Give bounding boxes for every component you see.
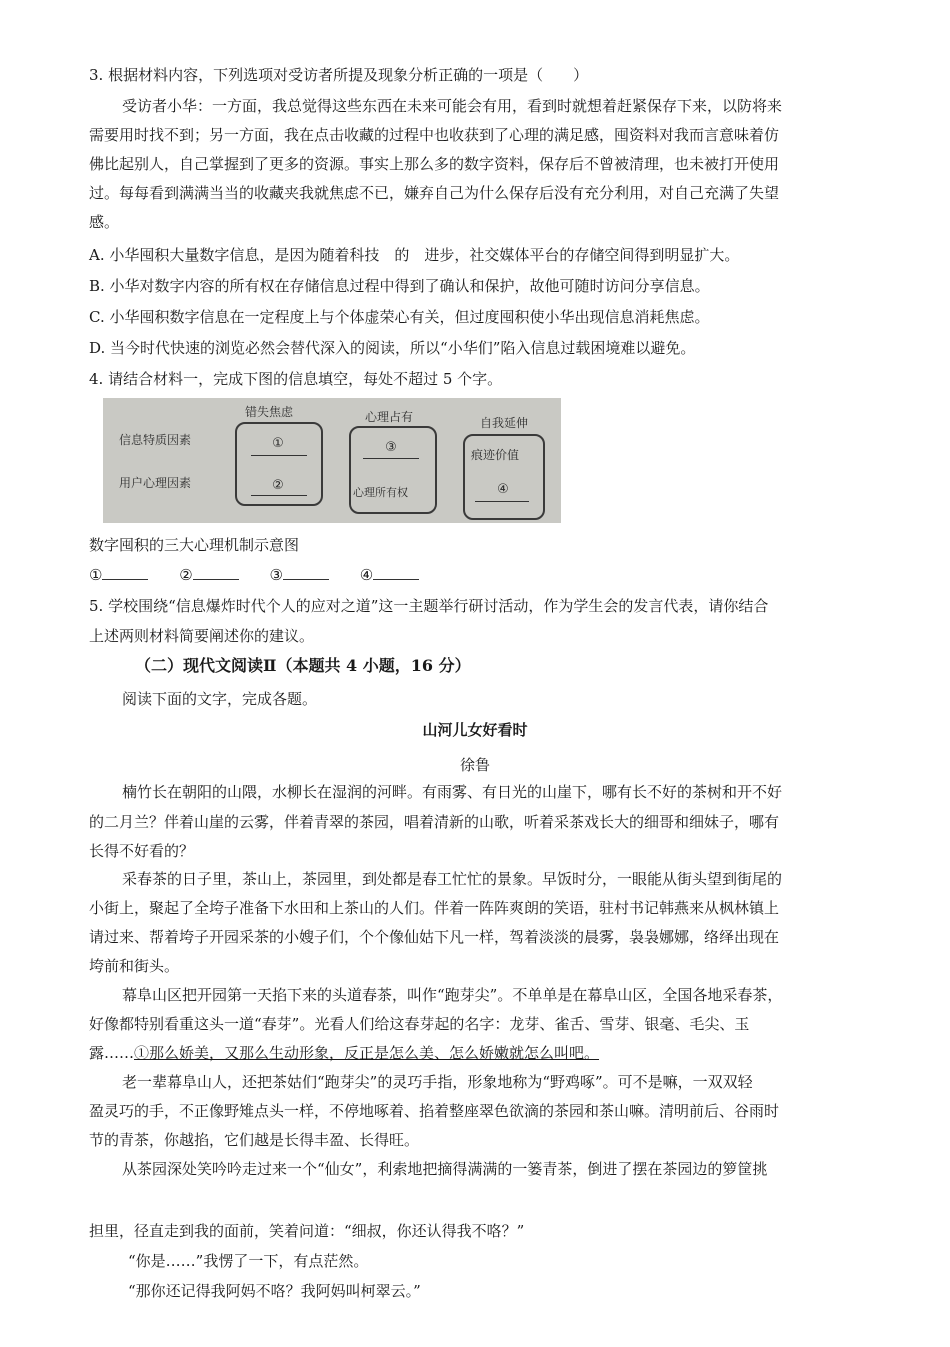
q5-line: 上述两则材料简要阐述你的建议。 <box>89 627 315 645</box>
blank-label: ③ <box>269 566 283 584</box>
article-line: 请过来、帮着垮子开园采茶的小嫂子们，个个像仙姑下凡一样，驾着淡淡的晨雾，袅袅娜娜，络绎出现在 <box>89 928 780 946</box>
q3-quote-line: 感。 <box>89 213 120 231</box>
q3-option-d: D. 当今时代快速的浏览必然会替代深入的阅读，所以“小华们”陷入信息过载困境难以避免。 <box>89 339 696 357</box>
article-line <box>89 1042 864 1064</box>
article-line: 盈灵巧的手，不正像野雉点头一样，不停地啄着、掐着整座翠色欲滴的茶园和茶山嘛。清明前后、谷雨时 <box>89 1102 780 1120</box>
col-header: 自我延伸 <box>480 416 529 430</box>
diagram-blank: ① <box>272 436 284 451</box>
q5-line: 5. 学校围绕“信息爆炸时代个人的应对之道”这一主题举行研讨活动，作为学生会的发言代表，请你结合 <box>89 597 769 615</box>
diagram-blank: ③ <box>385 440 397 455</box>
article-line: 老一辈幕阜山人，还把茶姑们“跑芽尖”的灵巧手指，形象地称为“野鸡啄”。可不是嘛，一双双轻 <box>122 1073 753 1091</box>
dialogue-line: “你是……”我愣了一下，有点茫然。 <box>128 1252 369 1270</box>
psych-mechanism-diagram <box>103 398 561 523</box>
q3-quote-line: 佛比起别人，自己掌握到了更多的资源。事实上那么多的数字资料，保存后不曾被清理，也未被打开使用 <box>89 155 780 173</box>
article-line: 采春茶的日子里，茶山上，茶园里，到处都是春工忙忙的景象。早饭时分，一眼能从街头望到街尾的 <box>122 870 783 888</box>
diagram-label: 痕迹价值 <box>471 448 520 462</box>
blank-label: ④ <box>359 566 374 584</box>
fill-line <box>363 458 419 459</box>
q3-quote-line: 受访者小华：一方面，我总觉得这些东西在未来可能会有用，看到时就想着赶紧保存下来，以防将来 <box>122 97 783 115</box>
article-line: 楠竹长在朝阳的山隈，水柳长在湿润的河畔。有雨雾、有日光的山崖下，哪有长不好的茶树和开不好 <box>122 783 783 801</box>
figure-caption: 数字囤积的三大心理机制示意图 <box>89 536 300 554</box>
fill-line <box>251 495 307 496</box>
answer-blank[interactable] <box>283 565 329 580</box>
answer-blank[interactable] <box>102 565 148 580</box>
article-title: 山河儿女好看时 <box>422 721 528 739</box>
article-line: 好像都特别看重这头一道“春芽”。光看人们给这春芽起的名字：龙芽、雀舌、雪芽、银毫、毛尖、玉 <box>89 1015 750 1033</box>
article-line: 的二月兰？伴着山崖的云雾，伴着青翠的茶园，唱着清新的山歌，听着采茶戏长大的细哥和细妹子，哪有 <box>89 813 780 831</box>
col-header: 心理占有 <box>365 410 414 424</box>
underlined-sentence-1: ①那么娇美，又那么生动形象，反正是怎么美、怎么娇嫩就怎么叫吧。 <box>134 1044 600 1062</box>
row-label: 用户心理因素 <box>119 476 192 490</box>
article-author: 徐鲁 <box>459 756 490 774</box>
answer-blank[interactable] <box>373 565 419 580</box>
article-line: 幕阜山区把开园第一天掐下来的头道春茶，叫作“跑芽尖”。不单单是在幕阜山区，全国各地采春茶， <box>122 986 783 1004</box>
diagram-blank: ④ <box>497 482 509 497</box>
diagram-blank: ② <box>272 478 284 493</box>
article-line: 长得不好看的？ <box>89 842 195 860</box>
dialogue-line: “那你还记得我阿妈不咯？我阿妈叫柯翠云。” <box>128 1282 421 1300</box>
q4-stem: 4. 请结合材料一，完成下图的信息填空，每处不超过 5 个字。 <box>89 370 503 388</box>
q3-quote-line: 需要用时找不到；另一方面，我在点击收藏的过程中也收获到了心理的满足感，囤资料对我而言意味着仿 <box>89 126 780 144</box>
col-header: 错失焦虑 <box>245 405 294 419</box>
fill-line <box>251 455 307 456</box>
article-line: 从茶园深处笑吟吟走过来一个“仙女”，利索地把摘得满满的一篓青茶，倒进了摆在茶园边的箩筐挑 <box>122 1160 768 1178</box>
section-heading: （二）现代文阅读Ⅱ（本题共 4 小题，16 分） <box>135 656 471 675</box>
answer-blanks <box>89 564 864 586</box>
article-line: 小街上，聚起了全垮子准备下水田和上茶山的人们。伴着一阵阵爽朗的笑语，驻村书记韩燕来从枫林镇上 <box>89 899 780 917</box>
row-label: 信息特质因素 <box>119 433 192 447</box>
q3-stem: 3. 根据材料内容，下列选项对受访者所提及现象分析正确的一项是（ ） <box>89 66 589 84</box>
q3-option-a: A. 小华囤积大量数字信息，是因为随着科技 的 进步，社交媒体平台的存储空间得到明显扩大。 <box>89 246 740 264</box>
blank-label: ② <box>179 566 193 584</box>
q3-quote-line: 过。每每看到满满当当的收藏夹我就焦虑不已，嫌弃自己为什么保存后没有充分利用，对自己充满了失望 <box>89 184 780 202</box>
answer-blank[interactable] <box>193 565 239 580</box>
article-line: 节的青茶，你越掐，它们越是长得丰盈、长得旺。 <box>89 1131 420 1149</box>
article-line: 垮前和街头。 <box>89 957 180 975</box>
diagram-box <box>235 422 323 506</box>
q3-option-c: C. 小华囤积数字信息在一定程度上与个体虚荣心有关，但过度囤积使小华出现信息消耗焦虑。 <box>89 308 710 326</box>
article-line: 担里，径直走到我的面前，笑着问道：“细叔，你还认得我不咯？” <box>89 1222 525 1240</box>
diagram-label: 心理所有权 <box>353 486 408 499</box>
fill-line <box>475 501 529 502</box>
blank-label: ① <box>89 566 103 584</box>
article-text: 露…… <box>89 1044 135 1062</box>
q3-option-b: B. 小华对数字内容的所有权在存储信息过程中得到了确认和保护，故他可随时访问分享信息。 <box>89 277 710 295</box>
section-instruction: 阅读下面的文字，完成各题。 <box>122 690 318 708</box>
